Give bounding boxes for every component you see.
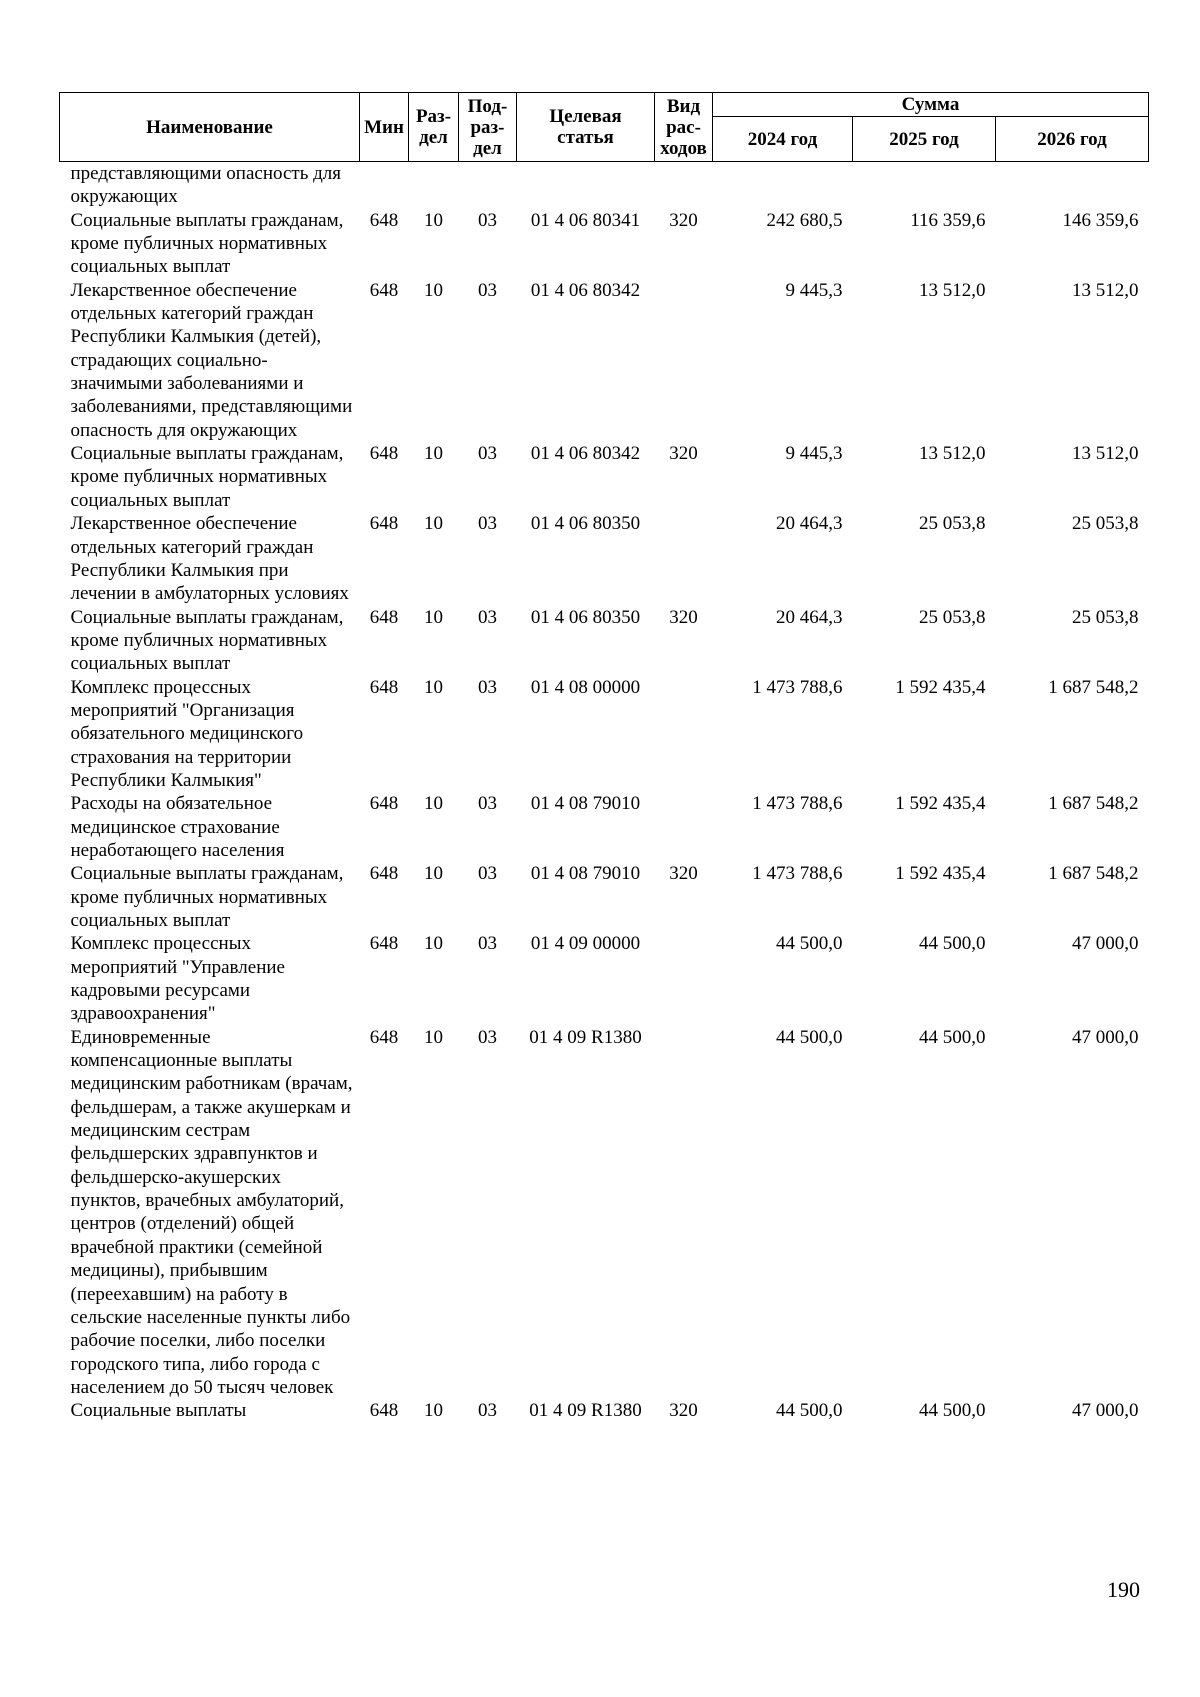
table-cell-tselevaya-statya: 01 4 09 R1380 xyxy=(529,1026,642,1048)
page-number: 190 xyxy=(1107,1577,1140,1602)
table-cell-min: 648 xyxy=(369,279,399,301)
header-tselevaya-statya: Целевая статья xyxy=(517,93,655,162)
table-cell-sum-2024: 1 473 788,6 xyxy=(752,676,843,698)
table-cell-sum-2026: 47 000,0 xyxy=(1072,1400,1139,1422)
table-cell-tselevaya-statya: 01 4 06 80342 xyxy=(530,443,641,465)
table-cell-sum-2024: 44 500,0 xyxy=(776,933,843,955)
table-row xyxy=(60,862,1149,932)
table-row xyxy=(60,792,1149,862)
table-cell-sum-2024: 20 464,3 xyxy=(776,513,843,535)
table-cell-name: Лекарственное обеспечение отдельных категорий граждан Республики Калмыкия при лечении в амбулаторных условиях xyxy=(70,513,349,605)
table-cell-podrazdel: 03 xyxy=(478,863,497,885)
table-cell-tselevaya-statya: 01 4 08 79010 xyxy=(530,793,641,815)
table-cell-sum-2025: 1 592 435,4 xyxy=(895,793,986,815)
table-cell-name: Социальные выплаты гражданам, кроме публичных нормативных социальных выплат xyxy=(70,209,344,278)
table-cell-name: Комплекс процессных мероприятий "Управление кадровыми ресурсами здравоохранения" xyxy=(70,933,285,1025)
table-cell-sum-2026: 13 512,0 xyxy=(1072,443,1139,465)
table-cell-sum-2026: 1 687 548,2 xyxy=(1048,863,1139,885)
table-cell-podrazdel: 03 xyxy=(478,606,497,628)
table-cell-sum-2025: 44 500,0 xyxy=(919,933,986,955)
table-cell-sum-2025: 1 592 435,4 xyxy=(895,676,986,698)
table-cell-min: 648 xyxy=(369,209,399,231)
table-cell-sum-2024: 9 445,3 xyxy=(785,443,843,465)
header-min: Мин xyxy=(360,93,409,162)
table-cell-podrazdel: 03 xyxy=(478,676,497,698)
table-cell-sum-2026: 1 687 548,2 xyxy=(1048,793,1139,815)
table-cell-sum-2025: 13 512,0 xyxy=(919,443,986,465)
table-body xyxy=(60,162,1149,1423)
table-cell-name: Социальные выплаты гражданам, кроме публичных нормативных социальных выплат xyxy=(70,606,344,675)
table-cell-razdel: 10 xyxy=(424,933,443,955)
header-name: Наименование xyxy=(60,93,360,162)
table-cell-razdel: 10 xyxy=(424,793,443,815)
table-cell-sum-2024: 1 473 788,6 xyxy=(752,793,843,815)
table-cell-vid-rashodov: 320 xyxy=(669,1400,698,1422)
table-cell-sum-2025: 116 359,6 xyxy=(910,209,986,231)
table-cell-tselevaya-statya xyxy=(517,162,655,209)
table-row xyxy=(60,932,1149,1025)
table-cell-tselevaya-statya: 01 4 06 80342 xyxy=(530,279,641,301)
table-cell-name: Социальные выплаты xyxy=(70,1400,247,1422)
table-cell-podrazdel: 03 xyxy=(478,513,497,535)
table-cell-sum-2025: 25 053,8 xyxy=(919,606,986,628)
table-cell-sum-2024 xyxy=(713,162,853,209)
table-cell-sum-2026: 13 512,0 xyxy=(1072,279,1139,301)
table-cell-sum-2025 xyxy=(853,162,996,209)
table-cell-min: 648 xyxy=(369,513,399,535)
table-row xyxy=(60,209,1149,279)
table-row xyxy=(60,606,1149,676)
table-cell-name: представляющими опасность для окружающих xyxy=(70,163,342,208)
table-cell-podrazdel: 03 xyxy=(478,1026,497,1048)
table-cell-podrazdel xyxy=(459,162,517,209)
table-cell-sum-2026: 146 359,6 xyxy=(1062,209,1139,231)
table-cell-vid-rashodov: 320 xyxy=(669,863,698,885)
header-razdel: Раз- дел xyxy=(409,93,459,162)
table-cell-podrazdel: 03 xyxy=(478,443,497,465)
table-cell-min: 648 xyxy=(369,606,399,628)
table-row xyxy=(60,162,1149,209)
table-cell-name: Социальные выплаты гражданам, кроме публичных нормативных социальных выплат xyxy=(70,443,344,511)
table-cell-vid-rashodov xyxy=(655,279,713,442)
table-cell-vid-rashodov xyxy=(655,1026,713,1400)
table-cell-podrazdel: 03 xyxy=(478,279,497,301)
table-cell-min: 648 xyxy=(369,793,399,815)
table-cell-sum-2025: 13 512,0 xyxy=(919,279,986,301)
table-cell-min: 648 xyxy=(369,676,399,698)
table-cell-podrazdel: 03 xyxy=(478,793,497,815)
table-cell-min xyxy=(360,162,409,209)
table-cell-tselevaya-statya: 01 4 08 00000 xyxy=(530,676,641,698)
table-cell-name: Расходы на обязательное медицинское страхование неработающего населения xyxy=(70,793,285,861)
table-cell-name: Лекарственное обеспечение отдельных категорий граждан Республики Калмыкия (детей), страдающих социально-значимыми заболеваниями и заболеваниями, представляющими опасность для окружающих xyxy=(70,279,353,441)
header-summa: Сумма xyxy=(713,93,1149,117)
table-cell-sum-2024: 44 500,0 xyxy=(776,1400,843,1422)
table-cell-vid-rashodov xyxy=(655,512,713,605)
table-cell-tselevaya-statya: 01 4 09 00000 xyxy=(530,933,641,955)
table-row xyxy=(60,279,1149,442)
table-cell-name: Социальные выплаты гражданам, кроме публичных нормативных социальных выплат xyxy=(70,863,344,931)
table-row xyxy=(60,442,1149,512)
table-cell-sum-2026: 25 053,8 xyxy=(1072,606,1139,628)
table-cell-razdel: 10 xyxy=(424,279,443,301)
table-cell-min: 648 xyxy=(369,1400,399,1422)
table-cell-sum-2026: 47 000,0 xyxy=(1072,933,1139,955)
table-cell-sum-2024: 20 464,3 xyxy=(776,606,843,628)
table-cell-podrazdel: 03 xyxy=(478,1400,497,1422)
table-cell-tselevaya-statya: 01 4 06 80341 xyxy=(530,209,641,231)
table-cell-sum-2026 xyxy=(996,162,1149,209)
table-cell-name: Комплекс процессных мероприятий "Организация обязательного медицинского страхования на территории Республики Калмыкия" xyxy=(70,676,304,791)
table-cell-sum-2026: 25 053,8 xyxy=(1072,513,1139,535)
table-cell-tselevaya-statya: 01 4 06 80350 xyxy=(530,606,641,628)
table-cell-tselevaya-statya: 01 4 06 80350 xyxy=(530,513,641,535)
table-cell-razdel: 10 xyxy=(424,863,443,885)
header-2025: 2025 год xyxy=(853,117,996,162)
table-cell-razdel: 10 xyxy=(424,513,443,535)
table-cell-vid-rashodov: 320 xyxy=(669,443,698,465)
table-cell-razdel: 10 xyxy=(424,209,443,231)
table-cell-sum-2025: 25 053,8 xyxy=(919,513,986,535)
table-cell-tselevaya-statya: 01 4 09 R1380 xyxy=(529,1400,642,1422)
table-cell-vid-rashodov xyxy=(655,162,713,209)
header-2024: 2024 год xyxy=(713,117,853,162)
header-2026: 2026 год xyxy=(996,117,1149,162)
table-cell-sum-2025: 1 592 435,4 xyxy=(895,863,986,885)
table-cell-vid-rashodov: 320 xyxy=(669,209,698,231)
table-cell-min: 648 xyxy=(369,933,399,955)
table-cell-podrazdel: 03 xyxy=(478,209,497,231)
table-cell-sum-2026: 1 687 548,2 xyxy=(1048,676,1139,698)
table-cell-min: 648 xyxy=(369,443,399,465)
table-cell-tselevaya-statya: 01 4 08 79010 xyxy=(530,863,641,885)
table-cell-vid-rashodov xyxy=(655,932,713,1025)
budget-table xyxy=(59,92,1149,1423)
table-row xyxy=(60,1026,1149,1400)
table-cell-razdel: 10 xyxy=(424,443,443,465)
table-cell-razdel: 10 xyxy=(424,1400,443,1422)
table-cell-vid-rashodov xyxy=(655,676,713,793)
table-cell-min: 648 xyxy=(369,1026,399,1048)
table-cell-sum-2024: 9 445,3 xyxy=(785,279,843,301)
table-cell-razdel: 10 xyxy=(424,676,443,698)
table-cell-podrazdel: 03 xyxy=(478,933,497,955)
table-cell-razdel xyxy=(409,162,459,209)
table-row xyxy=(60,512,1149,605)
table-cell-sum-2025: 44 500,0 xyxy=(919,1026,986,1048)
table-row xyxy=(60,1399,1149,1422)
table-cell-razdel: 10 xyxy=(424,606,443,628)
table-cell-sum-2026: 47 000,0 xyxy=(1072,1026,1139,1048)
table-cell-razdel: 10 xyxy=(424,1026,443,1048)
budget-table-sheet xyxy=(59,92,1148,1423)
table-cell-sum-2024: 44 500,0 xyxy=(776,1026,843,1048)
table-cell-min: 648 xyxy=(369,863,399,885)
table-row xyxy=(60,676,1149,793)
table-cell-sum-2025: 44 500,0 xyxy=(919,1400,986,1422)
table-cell-name: Единовременные компенсационные выплаты медицинским работникам (врачам, фельдшерам, а также акушеркам и медицинским сестрам фельдшерских здравпунктов и фельдшерско-акушерских пунктов, врачебных амбулаторий, центров (отделений) общей врачебной практики (семейной медицины), прибывшим (переехавшим) на работу в сельские населенные пункты либо рабочие поселки, либо поселки городского типа, либо города с населением до 50 тысяч человек xyxy=(70,1026,353,1398)
header-podrazdel: Под- раз- дел xyxy=(459,93,517,162)
header-vid-rashodov: Вид рас- ходов xyxy=(655,93,713,162)
table-cell-sum-2024: 242 680,5 xyxy=(766,209,843,231)
table-cell-vid-rashodov: 320 xyxy=(669,606,698,628)
table-cell-sum-2024: 1 473 788,6 xyxy=(752,863,843,885)
table-cell-vid-rashodov xyxy=(655,792,713,862)
